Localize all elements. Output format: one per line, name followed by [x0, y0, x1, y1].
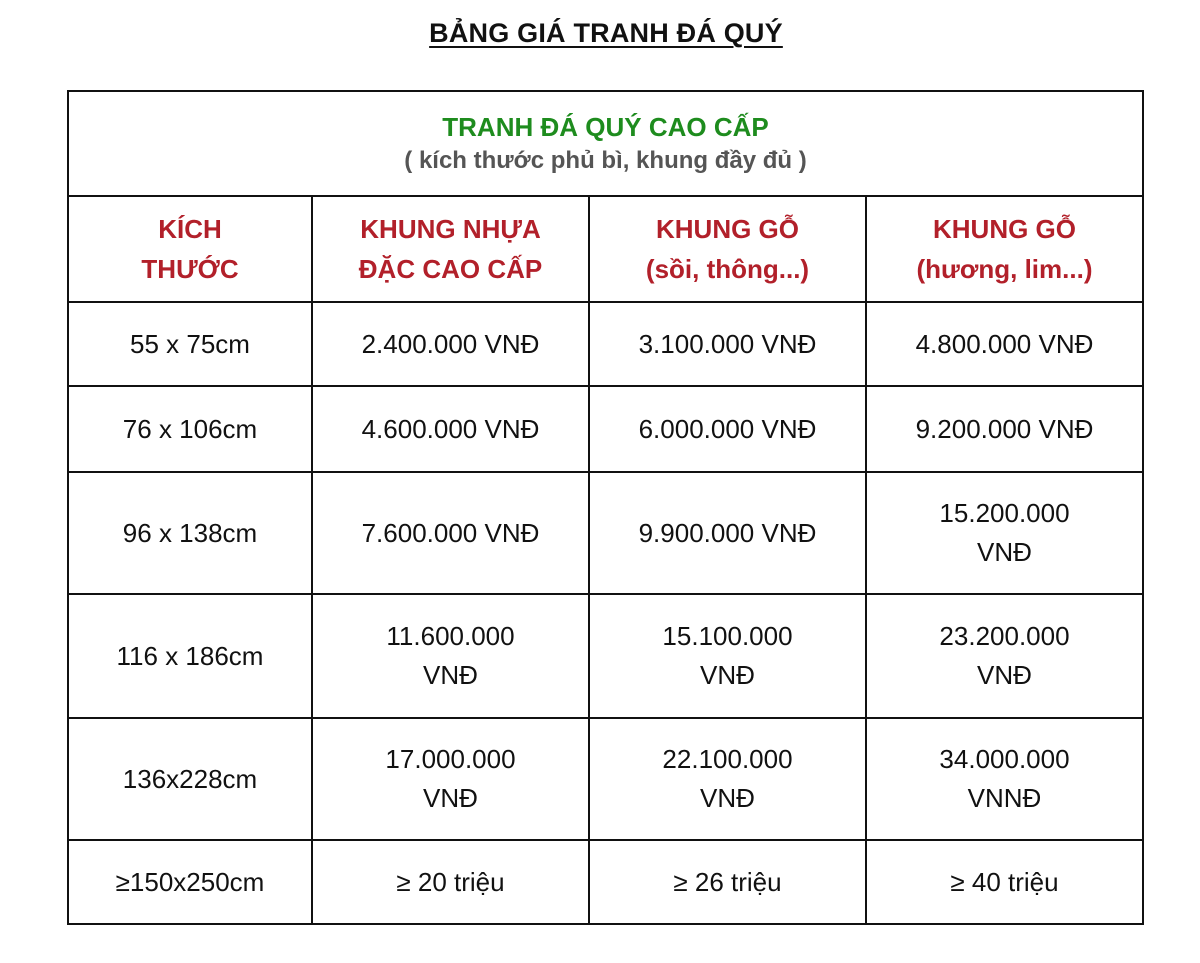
- price-cell: 6.000.000 VNĐ: [589, 386, 866, 472]
- table-row: [68, 472, 1143, 594]
- column-header-size: KÍCH THƯỚC: [68, 196, 312, 302]
- price-cell: 15.200.000 VNĐ: [866, 472, 1143, 594]
- size-cell: 55 x 75cm: [68, 302, 312, 386]
- column-header-oak-pine-frame: KHUNG GỖ (sồi, thông...): [589, 196, 866, 302]
- price-cell: 4.800.000 VNĐ: [866, 302, 1143, 386]
- size-cell: 76 x 106cm: [68, 386, 312, 472]
- price-cell: ≥ 40 triệu: [866, 840, 1143, 924]
- price-cell: 23.200.000 VNĐ: [866, 594, 1143, 718]
- table-header-subtitle: ( kích thước phủ bì, khung đầy đủ ): [404, 146, 807, 174]
- table-header-title: TRANH ĐÁ QUÝ CAO CẤP: [442, 111, 769, 142]
- price-cell: 17.000.000 VNĐ: [312, 718, 589, 840]
- size-cell: 116 x 186cm: [68, 594, 312, 718]
- price-cell: 34.000.000 VNNĐ: [866, 718, 1143, 840]
- page-title: BẢNG GIÁ TRANH ĐÁ QUÝ: [429, 18, 783, 48]
- table-row: [68, 594, 1143, 718]
- column-header-row: [68, 196, 1143, 302]
- price-cell: 7.600.000 VNĐ: [312, 472, 589, 594]
- table-row: [68, 386, 1143, 472]
- price-cell: 9.900.000 VNĐ: [589, 472, 866, 594]
- table-row: [68, 840, 1143, 924]
- price-cell: 15.100.000 VNĐ: [589, 594, 866, 718]
- price-cell: 2.400.000 VNĐ: [312, 302, 589, 386]
- price-table: [67, 90, 1144, 925]
- size-cell: 96 x 138cm: [68, 472, 312, 594]
- price-cell: 3.100.000 VNĐ: [589, 302, 866, 386]
- size-cell: ≥150x250cm: [68, 840, 312, 924]
- price-cell: ≥ 26 triệu: [589, 840, 866, 924]
- table-row: [68, 302, 1143, 386]
- size-cell: 136x228cm: [68, 718, 312, 840]
- price-cell: 22.100.000 VNĐ: [589, 718, 866, 840]
- price-cell: ≥ 20 triệu: [312, 840, 589, 924]
- column-header-plastic-frame: KHUNG NHỰA ĐẶC CAO CẤP: [312, 196, 589, 302]
- price-cell: 9.200.000 VNĐ: [866, 386, 1143, 472]
- table-header-row: [68, 91, 1143, 196]
- price-cell: 11.600.000 VNĐ: [312, 594, 589, 718]
- price-cell: 4.600.000 VNĐ: [312, 386, 589, 472]
- table-header: [68, 91, 1143, 196]
- column-header-rosewood-ironwood-frame: KHUNG GỖ (hương, lim...): [866, 196, 1143, 302]
- table-row: [68, 718, 1143, 840]
